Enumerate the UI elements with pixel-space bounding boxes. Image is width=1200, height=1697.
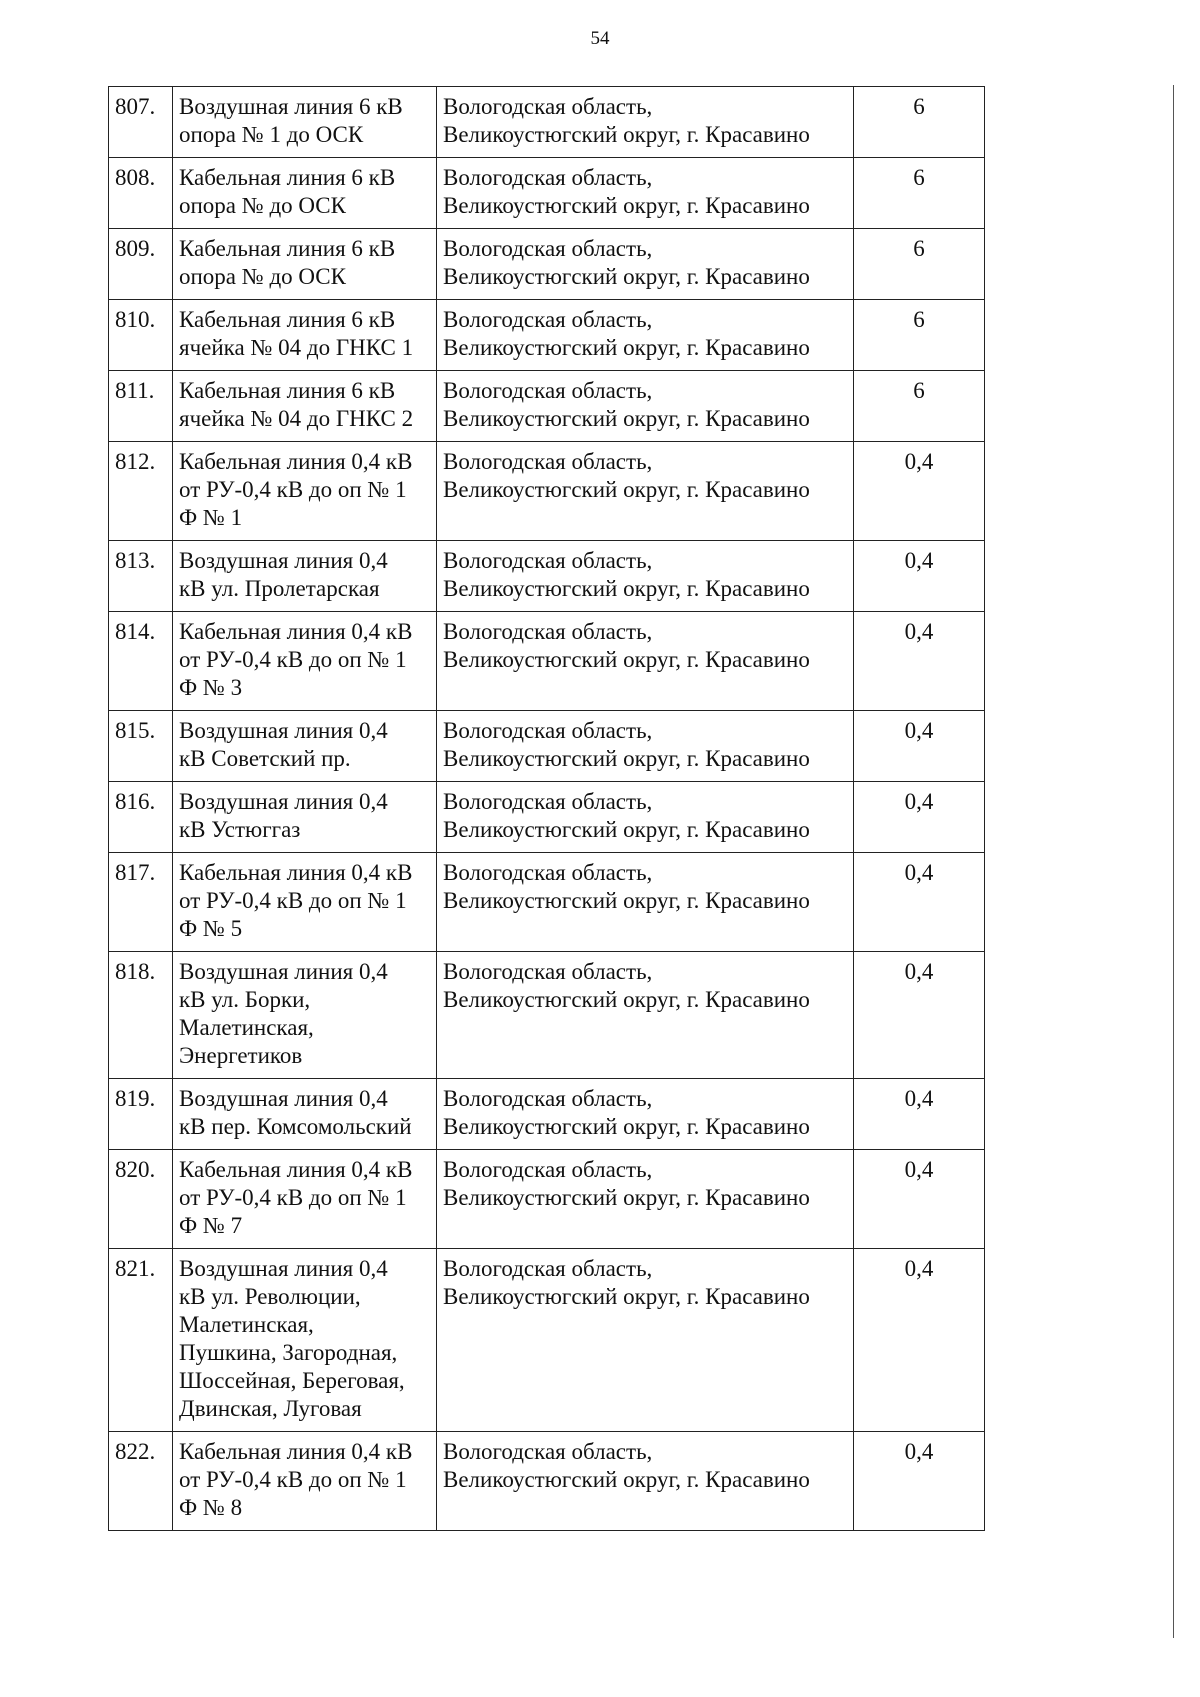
- name-line: кВ ул. Революции,: [179, 1284, 361, 1309]
- line-location: [437, 229, 854, 300]
- name-line: Энергетиков: [179, 1043, 303, 1068]
- location-line: Вологодская область,: [443, 449, 653, 474]
- line-voltage: 6: [854, 87, 985, 158]
- name-line: Воздушная линия 0,4: [179, 1256, 388, 1281]
- line-voltage: 0,4: [854, 612, 985, 711]
- name-line: от РУ-0,4 кВ до оп № 1: [179, 647, 407, 672]
- table-row: [109, 87, 985, 158]
- line-voltage: 6: [854, 371, 985, 442]
- location-line: Великоустюгский округ, г. Красавино: [443, 888, 810, 913]
- row-number: 807.: [109, 87, 173, 158]
- line-location: [437, 711, 854, 782]
- table-row: [109, 229, 985, 300]
- name-line: Двинская, Луговая: [179, 1396, 362, 1421]
- location-line: Вологодская область,: [443, 1086, 653, 1111]
- row-number: 818.: [109, 952, 173, 1079]
- location-line: Великоустюгский округ, г. Красавино: [443, 193, 810, 218]
- name-line: от РУ-0,4 кВ до оп № 1: [179, 477, 407, 502]
- name-line: ячейка № 04 до ГНКС 1: [179, 335, 414, 360]
- line-location: [437, 1249, 854, 1432]
- line-location: [437, 300, 854, 371]
- row-number: 811.: [109, 371, 173, 442]
- name-line: Кабельная линия 0,4 кВ: [179, 619, 413, 644]
- page-number: 54: [590, 28, 610, 49]
- row-number: 812.: [109, 442, 173, 541]
- table-row: [109, 952, 985, 1079]
- location-line: Великоустюгский округ, г. Красавино: [443, 406, 810, 431]
- table-row: [109, 711, 985, 782]
- line-location: [437, 87, 854, 158]
- row-number: 814.: [109, 612, 173, 711]
- name-line: Ф № 3: [179, 675, 243, 700]
- row-number: 813.: [109, 541, 173, 612]
- line-location: [437, 371, 854, 442]
- name-line: Кабельная линия 6 кВ: [179, 236, 396, 261]
- name-line: ячейка № 04 до ГНКС 2: [179, 406, 414, 431]
- name-line: Кабельная линия 6 кВ: [179, 307, 396, 332]
- location-line: Вологодская область,: [443, 619, 653, 644]
- name-line: Малетинская,: [179, 1312, 314, 1337]
- location-line: Великоустюгский округ, г. Красавино: [443, 335, 810, 360]
- name-line: Воздушная линия 0,4: [179, 1086, 388, 1111]
- name-line: Кабельная линия 0,4 кВ: [179, 860, 413, 885]
- line-voltage: 0,4: [854, 952, 985, 1079]
- line-name: [173, 158, 437, 229]
- line-location: [437, 541, 854, 612]
- line-name: [173, 711, 437, 782]
- line-voltage: 6: [854, 229, 985, 300]
- line-name: [173, 952, 437, 1079]
- line-voltage: 6: [854, 300, 985, 371]
- table-row: [109, 853, 985, 952]
- location-line: Вологодская область,: [443, 959, 653, 984]
- line-location: [437, 1079, 854, 1150]
- location-line: Вологодская область,: [443, 860, 653, 885]
- table-row: [109, 541, 985, 612]
- name-line: от РУ-0,4 кВ до оп № 1: [179, 1467, 407, 1492]
- location-line: Вологодская область,: [443, 548, 653, 573]
- name-line: Воздушная линия 0,4: [179, 789, 388, 814]
- line-location: [437, 853, 854, 952]
- line-voltage: 0,4: [854, 1249, 985, 1432]
- line-location: [437, 612, 854, 711]
- location-line: Великоустюгский округ, г. Красавино: [443, 264, 810, 289]
- table-row: [109, 442, 985, 541]
- line-name: [173, 782, 437, 853]
- line-name: [173, 1432, 437, 1531]
- line-location: [437, 782, 854, 853]
- line-name: [173, 1249, 437, 1432]
- line-voltage: 6: [854, 158, 985, 229]
- line-location: [437, 158, 854, 229]
- row-number: 808.: [109, 158, 173, 229]
- name-line: опора № до ОСК: [179, 193, 346, 218]
- location-line: Вологодская область,: [443, 236, 653, 261]
- name-line: кВ ул. Пролетарская: [179, 576, 380, 601]
- line-location: [437, 442, 854, 541]
- name-line: опора № 1 до ОСК: [179, 122, 364, 147]
- row-number: 822.: [109, 1432, 173, 1531]
- name-line: Пушкина, Загородная,: [179, 1340, 398, 1365]
- table-row: [109, 1079, 985, 1150]
- name-line: Кабельная линия 0,4 кВ: [179, 449, 413, 474]
- name-line: Кабельная линия 6 кВ: [179, 165, 396, 190]
- name-line: Малетинская,: [179, 1015, 314, 1040]
- location-line: Великоустюгский округ, г. Красавино: [443, 576, 810, 601]
- name-line: кВ Советский пр.: [179, 746, 351, 771]
- name-line: кВ Устюггаз: [179, 817, 301, 842]
- table-row: [109, 782, 985, 853]
- line-name: [173, 442, 437, 541]
- row-number: 821.: [109, 1249, 173, 1432]
- location-line: Вологодская область,: [443, 94, 653, 119]
- line-name: [173, 853, 437, 952]
- location-line: Вологодская область,: [443, 789, 653, 814]
- line-name: [173, 612, 437, 711]
- table-row: [109, 1249, 985, 1432]
- name-line: Шоссейная, Береговая,: [179, 1368, 405, 1393]
- table-row: [109, 371, 985, 442]
- location-line: Великоустюгский округ, г. Красавино: [443, 1467, 810, 1492]
- line-voltage: 0,4: [854, 442, 985, 541]
- table-row: [109, 1432, 985, 1531]
- row-number: 815.: [109, 711, 173, 782]
- name-line: Кабельная линия 6 кВ: [179, 378, 396, 403]
- line-voltage: 0,4: [854, 782, 985, 853]
- location-line: Вологодская область,: [443, 1256, 653, 1281]
- table-row: [109, 158, 985, 229]
- line-location: [437, 952, 854, 1079]
- line-location: [437, 1150, 854, 1249]
- location-line: Великоустюгский округ, г. Красавино: [443, 477, 810, 502]
- location-line: Великоустюгский округ, г. Красавино: [443, 122, 810, 147]
- row-number: 816.: [109, 782, 173, 853]
- location-line: Великоустюгский округ, г. Красавино: [443, 817, 810, 842]
- name-line: от РУ-0,4 кВ до оп № 1: [179, 1185, 407, 1210]
- name-line: Воздушная линия 0,4: [179, 718, 388, 743]
- row-number: 820.: [109, 1150, 173, 1249]
- line-voltage: 0,4: [854, 1150, 985, 1249]
- name-line: от РУ-0,4 кВ до оп № 1: [179, 888, 407, 913]
- line-name: [173, 371, 437, 442]
- line-name: [173, 87, 437, 158]
- line-voltage: 0,4: [854, 711, 985, 782]
- line-voltage: 0,4: [854, 853, 985, 952]
- name-line: Кабельная линия 0,4 кВ: [179, 1157, 413, 1182]
- line-name: [173, 300, 437, 371]
- row-number: 819.: [109, 1079, 173, 1150]
- location-line: Великоустюгский округ, г. Красавино: [443, 1185, 810, 1210]
- location-line: Великоустюгский округ, г. Красавино: [443, 647, 810, 672]
- name-line: Ф № 7: [179, 1213, 243, 1238]
- line-voltage: 0,4: [854, 541, 985, 612]
- table-row: [109, 612, 985, 711]
- location-line: Вологодская область,: [443, 165, 653, 190]
- line-name: [173, 1079, 437, 1150]
- name-line: Ф № 1: [179, 505, 243, 530]
- table-row: [109, 1150, 985, 1249]
- row-number: 817.: [109, 853, 173, 952]
- location-line: Вологодская область,: [443, 378, 653, 403]
- line-voltage: 0,4: [854, 1432, 985, 1531]
- name-line: Ф № 5: [179, 916, 243, 941]
- location-line: Великоустюгский округ, г. Красавино: [443, 987, 810, 1012]
- line-name: [173, 229, 437, 300]
- location-line: Вологодская область,: [443, 1157, 653, 1182]
- name-line: кВ ул. Борки,: [179, 987, 311, 1012]
- name-line: Воздушная линия 6 кВ: [179, 94, 403, 119]
- power-lines-table: [108, 86, 985, 1531]
- location-line: Великоустюгский округ, г. Красавино: [443, 746, 810, 771]
- location-line: Великоустюгский округ, г. Красавино: [443, 1284, 810, 1309]
- row-number: 809.: [109, 229, 173, 300]
- row-number: 810.: [109, 300, 173, 371]
- table-row: [109, 300, 985, 371]
- name-line: Воздушная линия 0,4: [179, 548, 388, 573]
- margin-rule: [1173, 85, 1174, 1638]
- line-location: [437, 1432, 854, 1531]
- location-line: Великоустюгский округ, г. Красавино: [443, 1114, 810, 1139]
- line-name: [173, 541, 437, 612]
- name-line: Ф № 8: [179, 1495, 243, 1520]
- location-line: Вологодская область,: [443, 1439, 653, 1464]
- name-line: Воздушная линия 0,4: [179, 959, 388, 984]
- location-line: Вологодская область,: [443, 307, 653, 332]
- name-line: кВ пер. Комсомольский: [179, 1114, 412, 1139]
- line-voltage: 0,4: [854, 1079, 985, 1150]
- location-line: Вологодская область,: [443, 718, 653, 743]
- name-line: опора № до ОСК: [179, 264, 346, 289]
- line-name: [173, 1150, 437, 1249]
- name-line: Кабельная линия 0,4 кВ: [179, 1439, 413, 1464]
